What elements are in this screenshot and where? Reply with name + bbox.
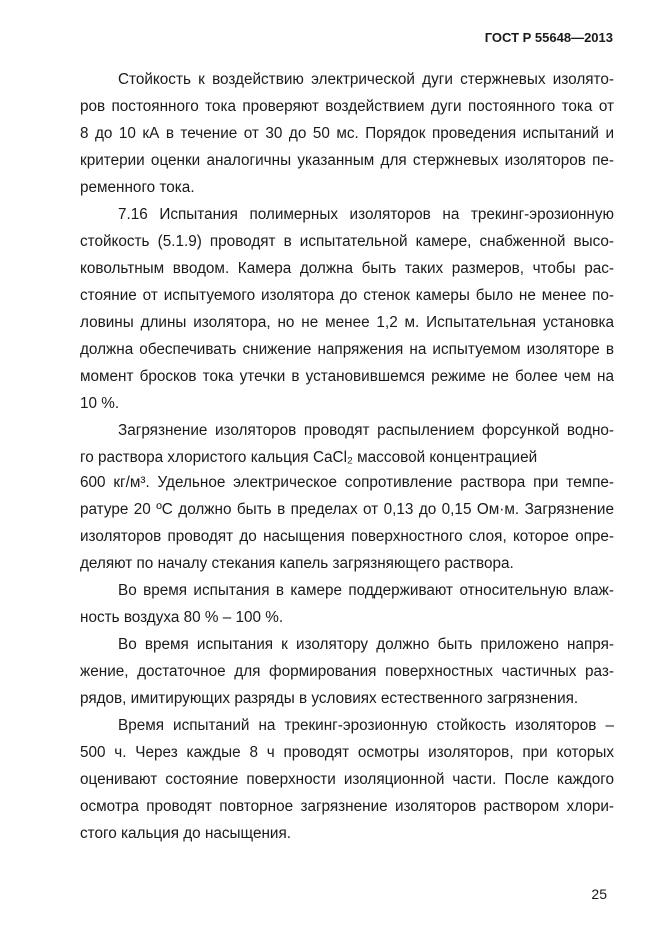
text-line: 600 кг/м³. Удельное электрическое сопротивление раствора при темпе- [80,474,614,491]
text-line: ность воздуха 80 % – 100 %. [80,609,284,626]
text-line: рядов, имитирующих разряды в условиях естественного загрязнения. [80,690,579,707]
text-line: Загрязнение изоляторов проводят распылением форсункой водно- [118,422,614,439]
text-line: оценивают состояние поверхности изоляционной части. После каждого [80,771,614,788]
text-line: ратуре 20 ºС должно быть в пределах от 0,13 до 0,15 Ом·м. Загрязнение [80,501,614,518]
page-number: 25 [591,886,607,902]
text-line: го раствора хлористого кальция CaCl₂ массовой концентрацией [80,449,538,466]
text-line: стойкость (5.1.9) проводят в испытательной камере, снабженной высо- [80,233,614,250]
text-line: стого кальция до насыщения. [80,825,291,842]
text-line: Время испытаний на трекинг-эрозионную стойкость изоляторов – [118,717,614,734]
text-line: критерии оценки аналогичны указанным для стержневых изоляторов пе- [80,152,614,169]
text-line: 8 до 10 кА в течение от 30 до 50 мс. Порядок проведения испытаний и [80,125,614,142]
text-line: Во время испытания к изолятору должно быть приложено напря- [118,636,614,653]
text-line: должна обеспечивать снижение напряжения на испытуемом изоляторе в [80,341,614,358]
text-line: ров постоянного тока проверяют воздействием дуги постоянного тока от [80,98,614,115]
document-header: ГОСТ Р 55648—2013 [484,30,613,45]
text-line: жение, достаточное для формирования поверхностных частичных раз- [80,663,614,680]
text-line: стояние от испытуемого изолятора до стенок камеры было не менее по- [80,287,614,304]
text-line: осмотра проводят повторное загрязнение изоляторов раствором хлори- [80,798,614,815]
text-line: 7.16 Испытания полимерных изоляторов на трекинг-эрозионную [118,206,614,223]
text-line: 10 %. [80,395,120,412]
text-line: ковольтным вводом. Камера должна быть таких размеров, чтобы рас- [80,260,614,277]
text-line: Стойкость к воздействию электрической дуги стержневых изолято- [118,71,614,88]
text-line: ременного тока. [80,179,195,196]
text-line: Во время испытания в камере поддерживают относительную влаж- [118,582,614,599]
text-line: момент бросков тока утечки в установившемся режиме не более чем на [80,368,614,385]
text-line: 500 ч. Через каждые 8 ч проводят осмотры изоляторов, при которых [80,744,614,761]
text-line: ловины длины изолятора, но не менее 1,2 м. Испытательная установка [80,314,614,331]
text-line: изоляторов проводят до насыщения поверхностного слоя, которое опре- [80,528,614,545]
text-line: деляют по началу стекания капель загрязняющего раствора. [80,555,514,572]
